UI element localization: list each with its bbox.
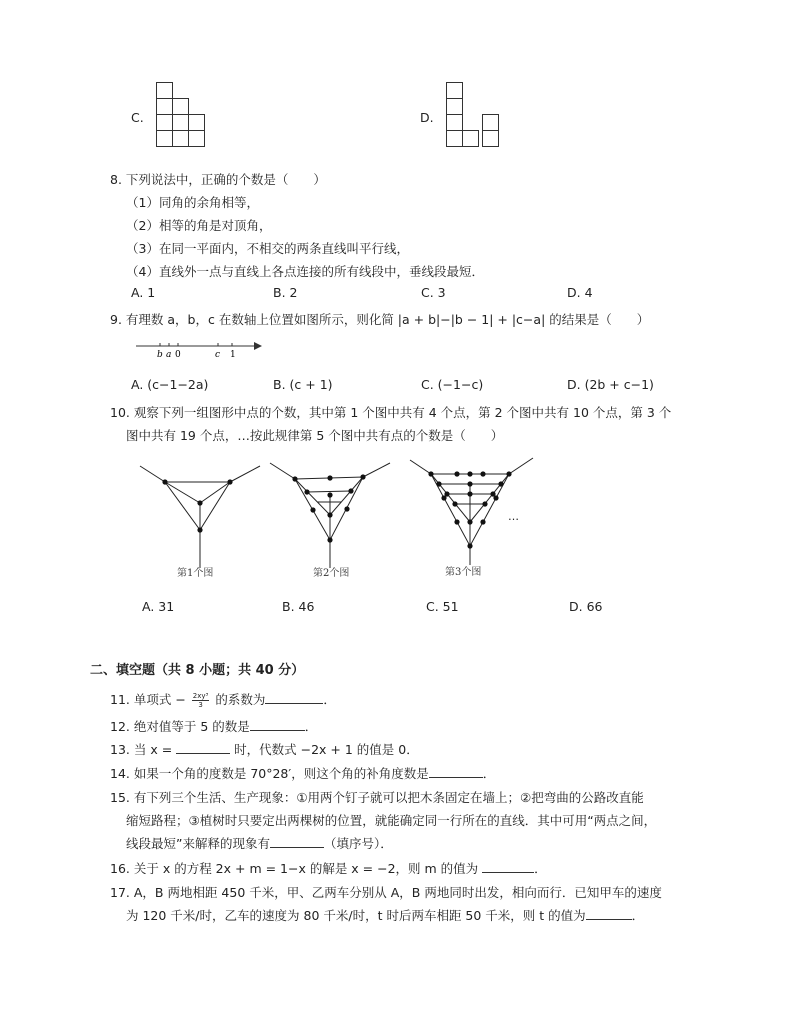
q17-answer-blank[interactable] [586, 919, 632, 920]
q11-post: 的系数为 [215, 692, 266, 707]
q11-end: ． [323, 692, 336, 707]
q9-option-a: A. (c−1−2a) [131, 377, 209, 392]
q9-option-c: C. (−1−c) [421, 377, 484, 392]
q10-option-a: A. 31 [142, 599, 175, 614]
q12-end: ． [304, 719, 318, 734]
q9-number-line [130, 336, 270, 360]
fig2-caption: 第2个图 [313, 568, 350, 579]
q16-end: ． [534, 861, 547, 876]
q10-figure-2 [265, 455, 395, 585]
q13-pre: 13. 当 x = [110, 742, 177, 757]
q10-option-d: D. 66 [569, 599, 603, 614]
q15-line-1: 15. 有下列三个生活、生产现象：①用两个钉子就可以把木条固定在墙上；②把弯曲的公路改直能 [110, 790, 644, 805]
q9-option-d: D. (2b + c−1) [567, 377, 654, 392]
q15-answer-blank[interactable] [270, 847, 324, 848]
q8-option-b: B. 2 [273, 285, 298, 300]
q9-stem: 9. 有理数 a，b，c 在数轴上位置如图所示，则化简 |a + b|−|b − 1| + |c−a| 的结果是（ ） [110, 312, 650, 327]
q14-pre: 14. 如果一个角的度数是 70°28′，则这个角的补角度数是 [110, 766, 429, 781]
q14-answer-blank[interactable] [429, 777, 483, 778]
q15-line-2: 缩短路程；③植树时只要定出两棵树的位置，就能确定同一行所在的直线．其中可用“两点之间， [126, 813, 657, 828]
q10-option-c: C. 51 [426, 599, 459, 614]
q13-post: 时，代数式 −2x + 1 的值是 0． [230, 742, 419, 757]
q11-answer-blank[interactable] [265, 703, 323, 704]
q17-line-2-pre: 为 120 千米/时，乙车的速度为 80 千米/时，t 时后两车相距 50 千米，则 t 的值为 [126, 908, 586, 923]
q10-line-2: 图中共有 19 个点，…按此规律第 5 个图中共有点的个数是（ ） [126, 428, 504, 443]
q16-pre: 16. 关于 x 的方程 2x + m = 1−x 的解是 x = −2，则 m 的值为 [110, 861, 483, 876]
q11-fraction [192, 692, 210, 709]
q15-line-3-pre: 线段最短”来解释的现象有 [126, 836, 270, 851]
option-c-label: C. [131, 110, 144, 125]
q12-answer-blank[interactable] [250, 730, 305, 731]
q8-option-c: C. 3 [421, 285, 446, 300]
fig3-caption: 第3个图 [445, 567, 482, 578]
q13-answer-blank[interactable] [176, 753, 230, 754]
section-2-heading: 二、填空题（共 8 小题；共 40 分） [90, 663, 305, 678]
fig1-caption: 第1个图 [177, 568, 214, 579]
q17-line-1: 17. A，B 两地相距 450 千米，甲、乙两车分别从 A，B 两地同时出发，相向而行．已知甲车的速度 [110, 885, 662, 900]
q10-figure-3 [405, 452, 545, 582]
q8-stem: 8. 下列说法中，正确的个数是（ ） [110, 172, 326, 187]
q12 [110, 717, 317, 735]
tick-c: c [215, 350, 221, 360]
q11 [110, 690, 336, 709]
q12-pre: 12. 绝对值等于 5 的数是 [110, 719, 250, 734]
q17-end: ． [631, 908, 645, 923]
q13 [110, 740, 419, 758]
tick-a: a [166, 350, 172, 360]
q16-answer-blank[interactable] [482, 872, 534, 873]
q15-line-3-post: （填序号）． [323, 836, 393, 851]
q11-numerator: 2xy³ [192, 692, 209, 700]
q14 [110, 764, 495, 782]
q15-line-3 [126, 834, 393, 852]
q10-line-1: 10. 观察下列一组图形中点的个数，其中第 1 个图中共有 4 个点，第 2 个图中共有 10 个点，第 3 个 [110, 405, 672, 420]
tick-0: 0 [175, 350, 181, 360]
q10-figure-1 [135, 458, 265, 588]
option-d-label: D. [420, 110, 434, 125]
q8-statement-4: （4）直线外一点与直线上各点连接的所有线段中，垂线段最短． [126, 264, 484, 279]
q8-option-d: D. 4 [567, 285, 593, 300]
q16 [110, 859, 547, 877]
q8-statement-1: （1）同角的余角相等， [126, 195, 259, 210]
tick-1: 1 [230, 350, 236, 360]
q14-end: ． [482, 766, 496, 781]
tick-b: b [157, 350, 163, 360]
q10-option-b: B. 46 [282, 599, 315, 614]
q17-line-2 [126, 906, 644, 924]
q10-ellipsis: … [508, 510, 519, 523]
q11-denominator: 3 [198, 701, 203, 709]
q9-option-b: B. (c + 1) [273, 377, 333, 392]
q8-statement-3: （3）在同一平面内，不相交的两条直线叫平行线， [126, 241, 409, 256]
option-d-grid [446, 82, 506, 152]
q11-pre: 11. 单项式 − [110, 692, 186, 707]
q8-option-a: A. 1 [131, 285, 156, 300]
option-c-grid [156, 82, 216, 152]
q8-statement-2: （2）相等的角是对顶角， [126, 218, 272, 233]
